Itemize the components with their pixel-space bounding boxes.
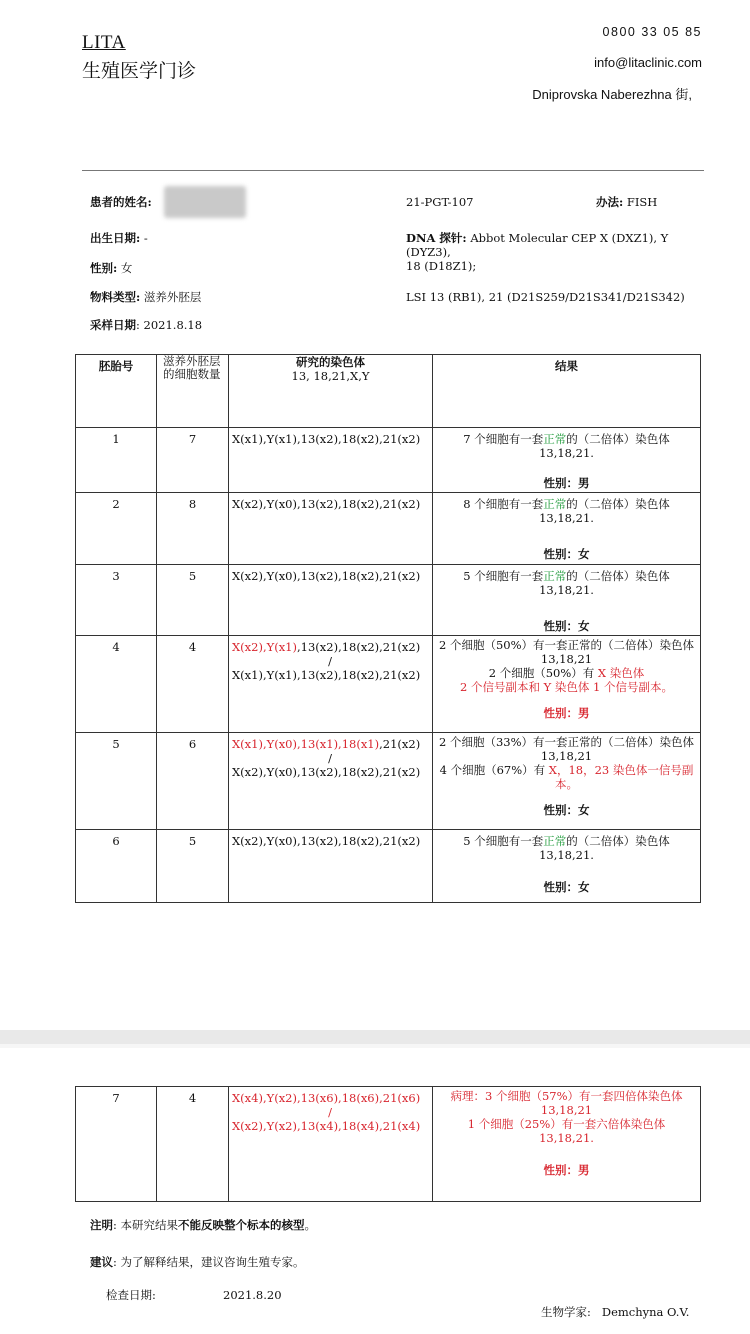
dob-value: - — [143, 231, 148, 245]
result-line: 2 个细胞（50%）有一套正常的（二倍体）染色体 13,18,21 — [438, 638, 695, 666]
dna-probe-value: Abbot Molecular CEP X (DXZ1), Y (DYZ3), — [406, 231, 669, 259]
result-line: 13,18,21 — [540, 1103, 593, 1117]
sex-label: 性别: — [90, 261, 118, 275]
note-line — [90, 1218, 316, 1232]
chromosome-result — [229, 636, 433, 733]
clinic-name: LITA — [82, 32, 126, 53]
patient-name-redacted — [164, 186, 246, 218]
dob-field — [90, 231, 148, 245]
result-text — [433, 636, 701, 733]
cell-count: 8 — [157, 493, 229, 565]
header-result: 结果 — [433, 355, 701, 428]
material-field — [90, 290, 201, 304]
chromosome-result: X(x2),Y(x0),13(x2),18(x2),21(x2) — [229, 565, 433, 636]
clinic-phone: 0800 33 05 85 — [602, 25, 702, 39]
result-text — [433, 493, 701, 565]
result-text — [433, 428, 701, 493]
clinic-subtitle: 生殖医学门诊 — [82, 61, 197, 82]
biologist-name: Demchyna O.V. — [601, 1305, 690, 1319]
embryo-number: 3 — [76, 565, 157, 636]
sex-field — [90, 261, 132, 275]
embryo-results-table — [75, 354, 701, 903]
cell-count: 6 — [157, 733, 229, 830]
result-line: 2 个细胞（50%）有 — [488, 666, 595, 680]
embryo-results-table-continued — [75, 1086, 701, 1202]
result-chromosomes: 13,18,21. — [539, 848, 594, 862]
result-line: 病理：3 个细胞（57%）有一套四倍体染色体 — [450, 1089, 683, 1103]
result-sex — [437, 803, 696, 817]
result-chromosomes: 13,18,21. — [539, 583, 594, 597]
result-line: 5 个细胞有一套 — [463, 834, 544, 848]
chromosome-result — [229, 1087, 433, 1202]
biologist-signature — [541, 1305, 689, 1319]
result-abnormal: 2 个信号副本和 Y 染色体 1 个信号副本。 — [459, 680, 673, 694]
material-label: 物料类型: — [90, 290, 141, 304]
header-chromosomes-sub: 13, 18,21,X,Y — [291, 369, 370, 383]
table-row — [76, 636, 701, 733]
embryo-number: 4 — [76, 636, 157, 733]
cell-count: 5 — [157, 830, 229, 903]
cell-count: 7 — [157, 428, 229, 493]
result-sex: 性别：男 — [543, 706, 590, 720]
dna-probe-label: DNA 探针: — [406, 231, 467, 245]
header-chromosomes — [229, 355, 433, 428]
chromosome-line-2: X(x1),Y(x1),13(x2),18(x2),21(x2) — [232, 668, 421, 682]
page-break-shadow — [0, 1044, 750, 1048]
advice-line — [90, 1255, 305, 1269]
exam-date-value: 2021.8.20 — [223, 1288, 282, 1302]
result-abnormal: X 染色体 — [594, 666, 645, 680]
result-sex: 性别：女 — [543, 880, 590, 894]
result-abnormal: X，18，23 染色体一信号副本。 — [545, 763, 694, 791]
table-row — [76, 428, 701, 493]
embryo-number: 5 — [76, 733, 157, 830]
chromosome-line-1: X(x4),Y(x2),13(x6),18(x6),21(x6) — [232, 1091, 421, 1105]
result-normal-word: 正常 — [543, 497, 567, 511]
mosaic-separator: / — [328, 1105, 332, 1119]
sampling-date-value: : 2021.8.18 — [136, 318, 203, 332]
biologist-label: 生物学家: — [541, 1305, 591, 1319]
result-text — [433, 733, 701, 830]
result-sex: 性别：男 — [543, 1163, 590, 1177]
result-line: 13,18,21. — [539, 1131, 594, 1145]
page-break — [0, 1030, 750, 1044]
table-row — [76, 565, 701, 636]
header-divider — [82, 170, 704, 171]
chromosome-line-2: X(x2),Y(x0),13(x2),18(x2),21(x2) — [232, 765, 421, 779]
result-line: 8 个细胞有一套 — [463, 497, 544, 511]
result-normal-word: 正常 — [543, 569, 567, 583]
result-line: 1 个细胞（25%）有一套六倍体染色体 — [467, 1117, 666, 1131]
result-chromosomes: 13,18,21. — [539, 511, 594, 525]
sampling-date-label: 采样日期 — [90, 318, 136, 332]
cell-count: 5 — [157, 565, 229, 636]
result-text — [433, 1087, 701, 1202]
mosaic-separator: / — [328, 654, 332, 668]
dna-probe-value-2: 18 (D18Z1); — [406, 259, 477, 273]
method-label: 办法: — [596, 195, 624, 209]
exam-date-label: 检查日期: — [106, 1288, 156, 1302]
note-text: : 本研究结果 — [113, 1218, 179, 1232]
material-value: 滋养外胚层 — [143, 290, 202, 304]
patient-name-label: 患者的姓名: — [90, 195, 152, 209]
method-value: FISH — [626, 195, 658, 209]
result-line: 的（二倍体）染色体 — [566, 497, 670, 511]
result-line: 4 个细胞（67%）有 — [439, 763, 546, 777]
note-emphasis: 不能反映整个标本的核型 — [178, 1218, 305, 1232]
case-code: 21-PGT-107 — [406, 195, 474, 209]
sampling-date-field — [90, 318, 202, 332]
chromosome-abnormal-part: X(x2),Y(x1) — [232, 640, 297, 654]
advice-label: 建议 — [90, 1255, 113, 1269]
result-normal-word: 正常 — [543, 834, 567, 848]
result-line: 7 个细胞有一套 — [463, 432, 544, 446]
table-row — [76, 830, 701, 903]
result-line: 的（二倍体）染色体 — [566, 432, 670, 446]
chromosome-abnormal-part: X(x1),Y(x0),13(x1),18(x1) — [232, 737, 380, 751]
result-line: 5 个细胞有一套 — [463, 569, 544, 583]
embryo-number: 6 — [76, 830, 157, 903]
note-label: 注明 — [90, 1218, 113, 1232]
chromosome-normal-part: ,21(x2) — [379, 737, 421, 751]
table-row — [76, 493, 701, 565]
result-line: 的（二倍体）染色体 — [566, 569, 670, 583]
header-cell-count: 滋养外胚层的细胞数量 — [157, 355, 229, 428]
clinic-address: Dniprovska Naberezhna 街, — [532, 87, 692, 102]
header-chromosomes-title: 研究的染色体 — [296, 355, 365, 369]
result-text — [433, 565, 701, 636]
result-sex-text: 性别：女 — [543, 803, 590, 817]
chromosome-result: X(x1),Y(x1),13(x2),18(x2),21(x2) — [229, 428, 433, 493]
result-text — [433, 830, 701, 903]
clinic-email: info@litaclinic.com — [594, 55, 702, 70]
table-row — [76, 733, 701, 830]
cell-count: 4 — [157, 636, 229, 733]
embryo-number: 2 — [76, 493, 157, 565]
table-header-row — [76, 355, 701, 428]
result-line: 2 个细胞（33%）有一套正常的（二倍体）染色体 13,18,21 — [438, 735, 695, 763]
result-sex: 性别：男 — [543, 476, 590, 490]
result-chromosomes: 13,18,21. — [539, 446, 594, 460]
result-normal-word: 正常 — [543, 432, 567, 446]
dna-probe-field — [406, 231, 670, 273]
embryo-number: 1 — [76, 428, 157, 493]
chromosome-result: X(x2),Y(x0),13(x2),18(x2),21(x2) — [229, 493, 433, 565]
chromosome-normal-part: ,13(x2),18(x2),21(x2) — [297, 640, 421, 654]
advice-text: : 为了解释结果，建议咨询生殖专家。 — [113, 1255, 305, 1269]
result-sex: 性别：女 — [543, 547, 590, 561]
result-sex: 性别：女 — [543, 619, 590, 633]
note-end: 。 — [304, 1218, 317, 1232]
chromosome-result: X(x2),Y(x0),13(x2),18(x2),21(x2) — [229, 830, 433, 903]
method-field — [596, 195, 657, 209]
chromosome-result — [229, 733, 433, 830]
table-row — [76, 1087, 701, 1202]
patient-name-field — [90, 195, 152, 209]
embryo-number: 7 — [76, 1087, 157, 1202]
sex-value: 女 — [120, 261, 133, 275]
lsi-probe-value: LSI 13 (RB1), 21 (D21S259/D21S341/D21S342) — [406, 290, 685, 304]
chromosome-line-2: X(x2),Y(x2),13(x4),18(x4),21(x4) — [232, 1119, 421, 1133]
header-embryo: 胚胎号 — [76, 355, 157, 428]
dob-label: 出生日期: — [90, 231, 141, 245]
result-line: 的（二倍体）染色体 — [566, 834, 670, 848]
cell-count: 4 — [157, 1087, 229, 1202]
mosaic-separator: / — [328, 751, 332, 765]
